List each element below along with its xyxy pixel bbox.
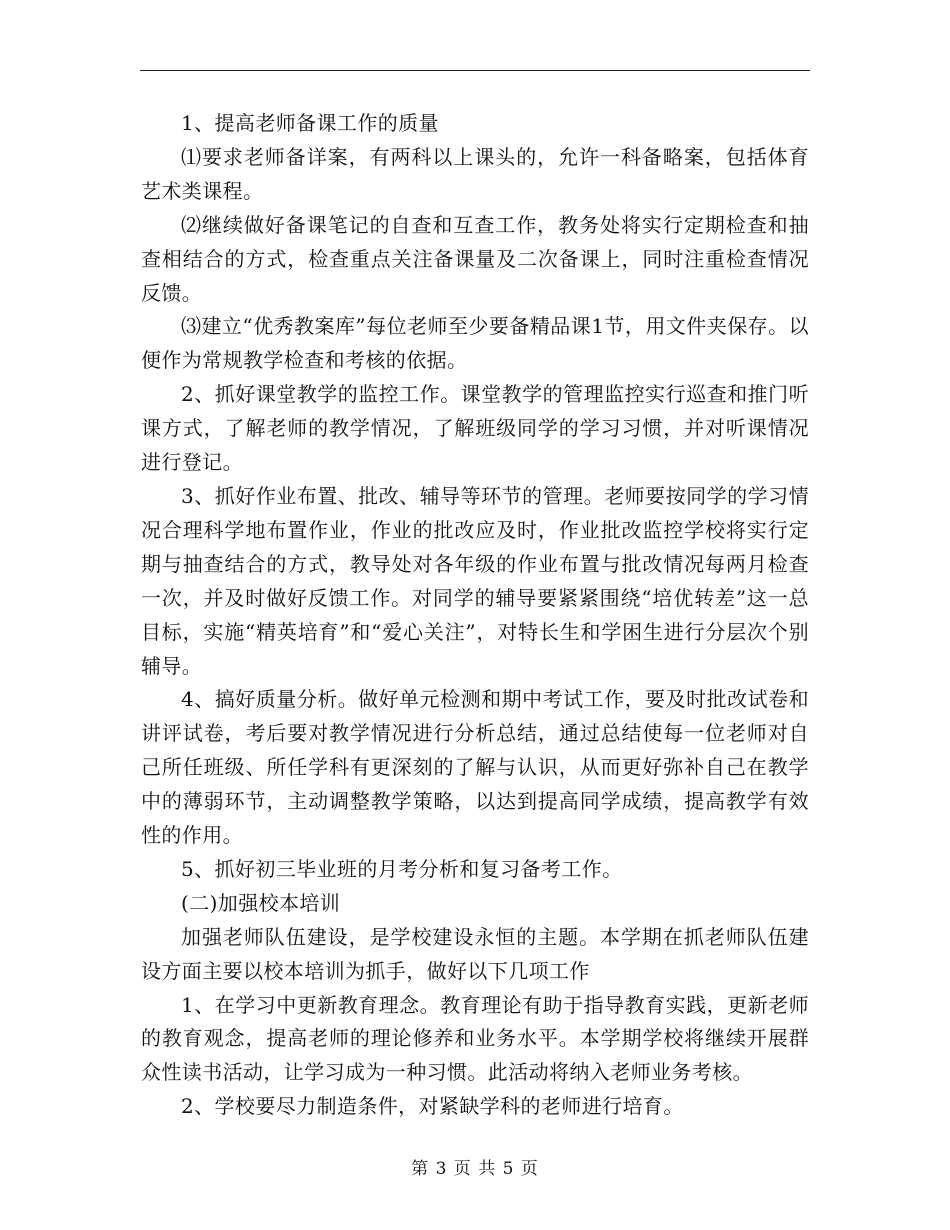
paragraph: 4、搞好质量分析。做好单元检测和期中考试工作，要及时批改试卷和讲评试卷，考后要对教学情况进行分析总结，通过总结使每一位老师对自己所任班级、所任学科有更深刻的了解与认识，从而更好弥补自己在教学中的薄弱环节，主动调整教学策略，以达到提高同学成绩，提高教学有效性的作用。 [141,687,809,848]
page-footer: 第 3 页 共 5 页 [411,1159,539,1179]
paragraph: 5、抓好初三毕业班的月考分析和复习备考工作。 [181,856,623,881]
paragraph: ⑶建立“优秀教案库”每位老师至少要备精品课1节，用文件夹保存。以便作为常规教学检查和考核的依据。 [141,314,809,373]
paragraph: ⑴要求老师备详案，有两科以上课头的，允许一科备略案，包括体育艺术类课程。 [141,144,809,203]
paragraph: 2、抓好课堂教学的监控工作。课堂教学的管理监控实行巡查和推门听课方式，了解老师的教学情况，了解班级同学的学习习惯，并对听课情况进行登记。 [141,382,809,475]
paragraph: 1、提高老师备课工作的质量 [181,111,439,135]
paragraph: 1、在学习中更新教育理念。教育理论有助于指导教育实践，更新老师的教育观念，提高老师的理论修养和业务水平。本学期学校将继续开展群众性读书活动，让学习成为一种习惯。此活动将纳入老师业务考核。 [141,992,809,1085]
document-body [141,107,809,1124]
section-heading: (二)加强校本培训 [181,890,341,915]
paragraph: 2、学校要尽力制造条件，对紧缺学科的老师进行培育。 [181,1094,684,1119]
paragraph: 3、抓好作业布置、批改、辅导等环节的管理。老师要按同学的学习情况合理科学地布置作业，作业的批改应及时，作业批改监控学校将实行定期与抽查结合的方式，教导处对各年级的作业布置与批改情况每两月检查一次，并及时做好反馈工作。对同学的辅导要紧紧围绕“培优转差”这一总目标，实施“精英培育”和“爱心关注”，对特长生和学困生进行分层次个别辅导。 [141,483,809,678]
paragraph: ⑵继续做好备课笔记的自查和互查工作，教务处将实行定期检查和抽查相结合的方式，检查重点关注备课量及二次备课上，同时注重检查情况反馈。 [141,212,809,305]
paragraph: 加强老师队伍建设，是学校建设永恒的主题。本学期在抓老师队伍建设方面主要以校本培训为抓手，做好以下几项工作 [141,924,809,983]
header-rule [140,70,810,71]
